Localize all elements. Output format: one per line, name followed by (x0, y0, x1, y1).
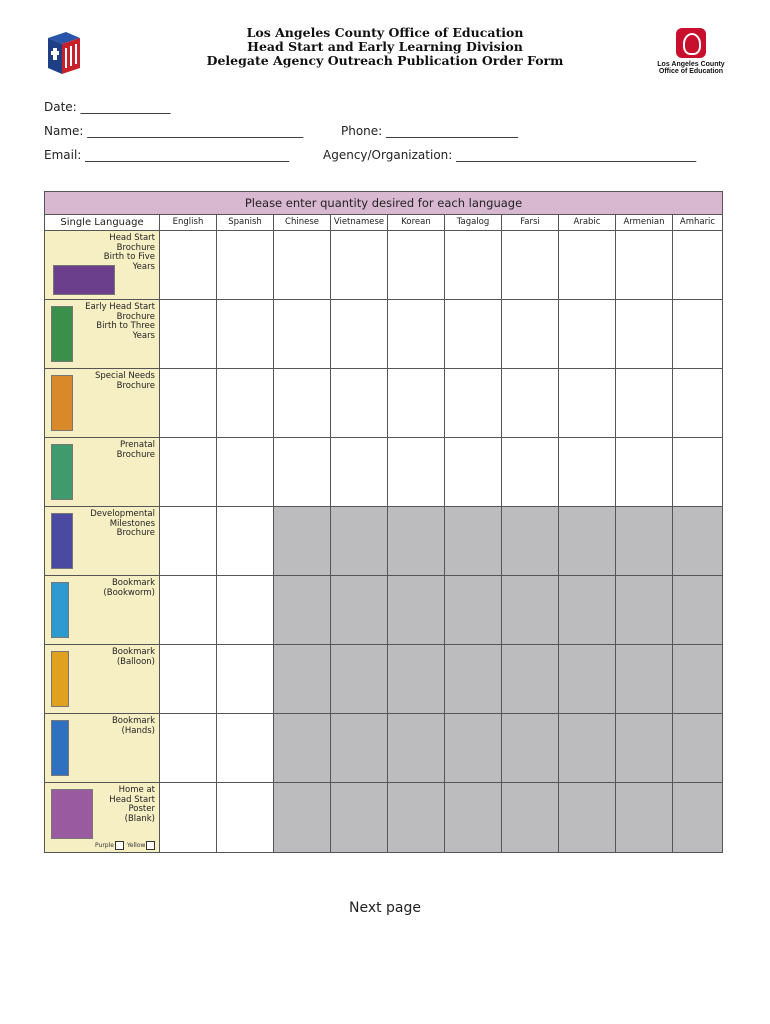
quantity-cell-chinese (273, 783, 330, 852)
quantity-cell-chinese[interactable] (273, 300, 330, 369)
quantity-cell-vietnamese (330, 507, 387, 576)
quantity-cell-vietnamese[interactable] (330, 231, 387, 300)
quantity-cell-armenian (615, 783, 672, 852)
quantity-cell-tagalog (444, 507, 501, 576)
lacoe-logo (655, 28, 727, 78)
quantity-cell-vietnamese (330, 645, 387, 714)
table-banner: Please enter quantity desired for each language (45, 192, 722, 215)
quantity-cell-english[interactable] (159, 438, 216, 507)
quantity-cell-korean[interactable] (387, 369, 444, 438)
yellow-checkbox[interactable] (146, 841, 155, 850)
quantity-cell-tagalog[interactable] (444, 438, 501, 507)
quantity-cell-chinese (273, 576, 330, 645)
quantity-cell-chinese[interactable] (273, 369, 330, 438)
quantity-cell-english[interactable] (159, 369, 216, 438)
yellow-option-label: Yellow (126, 842, 146, 849)
quantity-cell-vietnamese (330, 576, 387, 645)
quantity-cell-arabic (558, 714, 615, 783)
agency-field[interactable]: Agency/Organization: ________________________________________ (323, 148, 697, 162)
title-line-2: Head Start and Early Learning Division (247, 39, 523, 54)
quantity-cell-spanish[interactable] (216, 369, 273, 438)
quantity-cell-vietnamese (330, 783, 387, 852)
item-name: Prenatal Brochure (116, 440, 155, 460)
item-thumbnail (51, 582, 69, 638)
quantity-cell-farsi (501, 783, 558, 852)
column-header-chinese: Chinese (273, 214, 330, 231)
quantity-cell-vietnamese[interactable] (330, 300, 387, 369)
quantity-cell-tagalog (444, 576, 501, 645)
quantity-cell-arabic[interactable] (558, 231, 615, 300)
quantity-cell-amharic[interactable] (672, 300, 722, 369)
quantity-cell-vietnamese[interactable] (330, 369, 387, 438)
quantity-cell-korean (387, 645, 444, 714)
item-label-cell (45, 783, 159, 852)
quantity-cell-tagalog[interactable] (444, 300, 501, 369)
quantity-cell-amharic (672, 645, 722, 714)
quantity-cell-armenian[interactable] (615, 369, 672, 438)
quantity-cell-farsi[interactable] (501, 438, 558, 507)
item-label-cell (45, 576, 159, 645)
quantity-cell-korean (387, 576, 444, 645)
item-label-cell (45, 231, 159, 300)
item-label-cell (45, 369, 159, 438)
quantity-cell-english[interactable] (159, 231, 216, 300)
quantity-cell-english[interactable] (159, 714, 216, 783)
quantity-cell-spanish[interactable] (216, 507, 273, 576)
item-name: Home at Head Start Poster (Blank) (109, 785, 155, 824)
quantity-cell-arabic (558, 507, 615, 576)
item-thumbnail (53, 265, 115, 295)
column-header-armenian: Armenian (615, 214, 672, 231)
item-name: Bookmark (Bookworm) (103, 578, 155, 598)
quantity-cell-armenian[interactable] (615, 300, 672, 369)
quantity-cell-spanish[interactable] (216, 576, 273, 645)
item-thumbnail (51, 789, 93, 839)
lacoe-logo-name: Los Angeles County Office of Education (657, 61, 725, 75)
quantity-cell-chinese[interactable] (273, 231, 330, 300)
poster-color-options (95, 841, 158, 850)
item-name: Special Needs Brochure (95, 371, 155, 391)
quantity-cell-farsi (501, 507, 558, 576)
quantity-cell-korean[interactable] (387, 300, 444, 369)
item-label-cell (45, 507, 159, 576)
title-line-3: Delegate Agency Outreach Publication Order Form (206, 53, 564, 68)
quantity-cell-tagalog (444, 714, 501, 783)
quantity-cell-farsi[interactable] (501, 231, 558, 300)
quantity-cell-english[interactable] (159, 507, 216, 576)
quantity-cell-amharic (672, 507, 722, 576)
item-label-cell (45, 300, 159, 369)
column-header-english: English (159, 214, 216, 231)
quantity-cell-english[interactable] (159, 576, 216, 645)
item-name: Developmental Milestones Brochure (90, 509, 155, 538)
quantity-cell-armenian (615, 507, 672, 576)
quantity-cell-spanish[interactable] (216, 438, 273, 507)
quantity-cell-tagalog (444, 783, 501, 852)
quantity-cell-chinese[interactable] (273, 438, 330, 507)
quantity-cell-korean (387, 714, 444, 783)
quantity-cell-english[interactable] (159, 783, 216, 852)
column-header-single-language: Single Language (45, 214, 159, 231)
item-thumbnail (51, 720, 69, 776)
lacoe-flame-icon (676, 28, 706, 58)
quantity-cell-spanish[interactable] (216, 645, 273, 714)
quantity-cell-korean (387, 783, 444, 852)
quantity-cell-korean[interactable] (387, 438, 444, 507)
next-page-label: Next page (348, 900, 422, 916)
quantity-cell-tagalog[interactable] (444, 369, 501, 438)
column-header-vietnamese: Vietnamese (330, 214, 387, 231)
item-name: Early Head Start Brochure Birth to Three Years (85, 302, 155, 341)
quantity-cell-spanish[interactable] (216, 300, 273, 369)
column-header-tagalog: Tagalog (444, 214, 501, 231)
quantity-cell-korean[interactable] (387, 231, 444, 300)
quantity-cell-amharic[interactable] (672, 231, 722, 300)
quantity-cell-arabic (558, 783, 615, 852)
column-header-farsi: Farsi (501, 214, 558, 231)
quantity-cell-farsi (501, 714, 558, 783)
quantity-cell-vietnamese (330, 714, 387, 783)
item-label-cell (45, 645, 159, 714)
quantity-cell-tagalog (444, 645, 501, 714)
column-header-korean: Korean (387, 214, 444, 231)
column-header-arabic: Arabic (558, 214, 615, 231)
quantity-cell-armenian[interactable] (615, 231, 672, 300)
quantity-cell-farsi[interactable] (501, 369, 558, 438)
item-name: Head Start Brochure Birth to Five Years (103, 233, 155, 272)
quantity-cell-arabic[interactable] (558, 300, 615, 369)
item-thumbnail (51, 306, 73, 362)
quantity-cell-vietnamese[interactable] (330, 438, 387, 507)
quantity-cell-armenian (615, 645, 672, 714)
date-field[interactable]: Date: _______________ (44, 100, 171, 114)
purple-checkbox[interactable] (115, 841, 124, 850)
item-label-cell (45, 714, 159, 783)
quantity-cell-armenian (615, 714, 672, 783)
item-thumbnail (51, 651, 69, 707)
quantity-cell-arabic (558, 645, 615, 714)
quantity-cell-spanish[interactable] (216, 714, 273, 783)
quantity-cell-amharic[interactable] (672, 369, 722, 438)
quantity-cell-amharic (672, 783, 722, 852)
column-header-amharic: Amharic (672, 214, 722, 231)
name-field[interactable]: Name: ____________________________________ (44, 124, 304, 138)
quantity-cell-chinese (273, 645, 330, 714)
quantity-cell-amharic (672, 714, 722, 783)
quantity-cell-farsi[interactable] (501, 300, 558, 369)
quantity-cell-farsi (501, 645, 558, 714)
quantity-cell-farsi (501, 576, 558, 645)
item-thumbnail (51, 375, 73, 431)
quantity-cell-arabic (558, 576, 615, 645)
quantity-cell-spanish[interactable] (216, 783, 273, 852)
email-field[interactable]: Email: __________________________________ (44, 148, 290, 162)
quantity-cell-arabic[interactable] (558, 438, 615, 507)
item-name: Bookmark (Balloon) (111, 647, 155, 667)
quantity-cell-english[interactable] (159, 300, 216, 369)
order-table (44, 191, 723, 853)
item-thumbnail (51, 513, 73, 569)
quantity-cell-english[interactable] (159, 645, 216, 714)
column-header-spanish: Spanish (216, 214, 273, 231)
quantity-cell-arabic[interactable] (558, 369, 615, 438)
item-name: Bookmark (Hands) (111, 716, 155, 736)
quantity-cell-chinese (273, 714, 330, 783)
purple-option-label: Purple (95, 842, 114, 849)
quantity-cell-amharic (672, 576, 722, 645)
quantity-cell-armenian (615, 576, 672, 645)
phone-field[interactable]: Phone: ______________________ (341, 124, 519, 138)
quantity-cell-tagalog[interactable] (444, 231, 501, 300)
quantity-cell-amharic[interactable] (672, 438, 722, 507)
title-line-1: Los Angeles County Office of Education (246, 25, 524, 40)
quantity-cell-armenian[interactable] (615, 438, 672, 507)
quantity-cell-korean (387, 507, 444, 576)
item-label-cell (45, 438, 159, 507)
quantity-cell-chinese (273, 507, 330, 576)
item-thumbnail (51, 444, 73, 500)
quantity-cell-spanish[interactable] (216, 231, 273, 300)
